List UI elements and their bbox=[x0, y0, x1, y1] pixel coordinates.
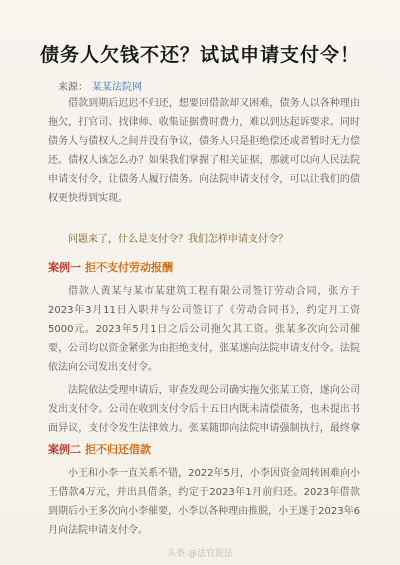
case-heading-2 bbox=[48, 442, 151, 458]
case-heading-1 bbox=[48, 260, 173, 276]
intro-paragraph: 借款到期后迟迟不归还，想要回借款却又困难，债务人以各种理由拖欠，打官司、找律师、收集证据费时费力，难以到达起诉要求。同时债务人与债权人之间并没有争议，债务人只是拒绝偿还或者暂时无力偿还。债权人该怎么办？如果我们掌握了相关证据，那就可以向人民法院申请支付令，让债务人履行债务。向法院申请支付令，可以让我们的债权更快得到实现。 bbox=[48, 98, 360, 204]
case2-paragraph-1: 小王和小李一直关系不错，2022年5月，小李因资金周转困难向小王借款4万元，并出具借条，约定于2023年1月前归还。2023年借款到期后小王多次向小李催要，小李以各种理由推脱，小王遂于2023年6月向法院申请支付令。 bbox=[48, 468, 360, 536]
case-label: 案例二 bbox=[48, 443, 81, 456]
case-label: 案例一 bbox=[48, 261, 81, 274]
byline-label: 来源： bbox=[58, 82, 88, 93]
article-byline bbox=[58, 78, 142, 93]
byline-author[interactable]: 某某法院网 bbox=[92, 82, 142, 93]
article-title: 债务人欠钱不还？试试申请支付令！ bbox=[39, 44, 360, 66]
case-title: 拒不支付劳动报酬 bbox=[85, 261, 173, 274]
case1-paragraph-2: 法院依法受理申请后，审查发现公司确实拖欠张某工资，遂向公司发出支付令。公司在收到支付令后十五日内既未清偿债务，也未提出书面异议，支付令发生法律效力。张某随即向法院申请强制执行，最终拿 bbox=[48, 385, 360, 434]
watermark: 头条 @法官说法 bbox=[167, 549, 233, 559]
case1-paragraph-1: 借款人黄某与某市某建筑工程有限公司签订劳动合同，张方于2023年3月11日入职并与公司签订了《劳动合同书》，约定月工资5000元。2023年5月1日之后公司拖欠其工资。张某多次向公司催要，公司均以资金紧张为由拒绝支付，张某遂向法院申请支付令。法院依法向公司发出支付令。 bbox=[48, 286, 360, 373]
question-paragraph: 问题来了，什么是支付令？我们怎样申请支付令？ bbox=[68, 234, 288, 245]
case-title: 拒不归还借款 bbox=[85, 443, 151, 456]
